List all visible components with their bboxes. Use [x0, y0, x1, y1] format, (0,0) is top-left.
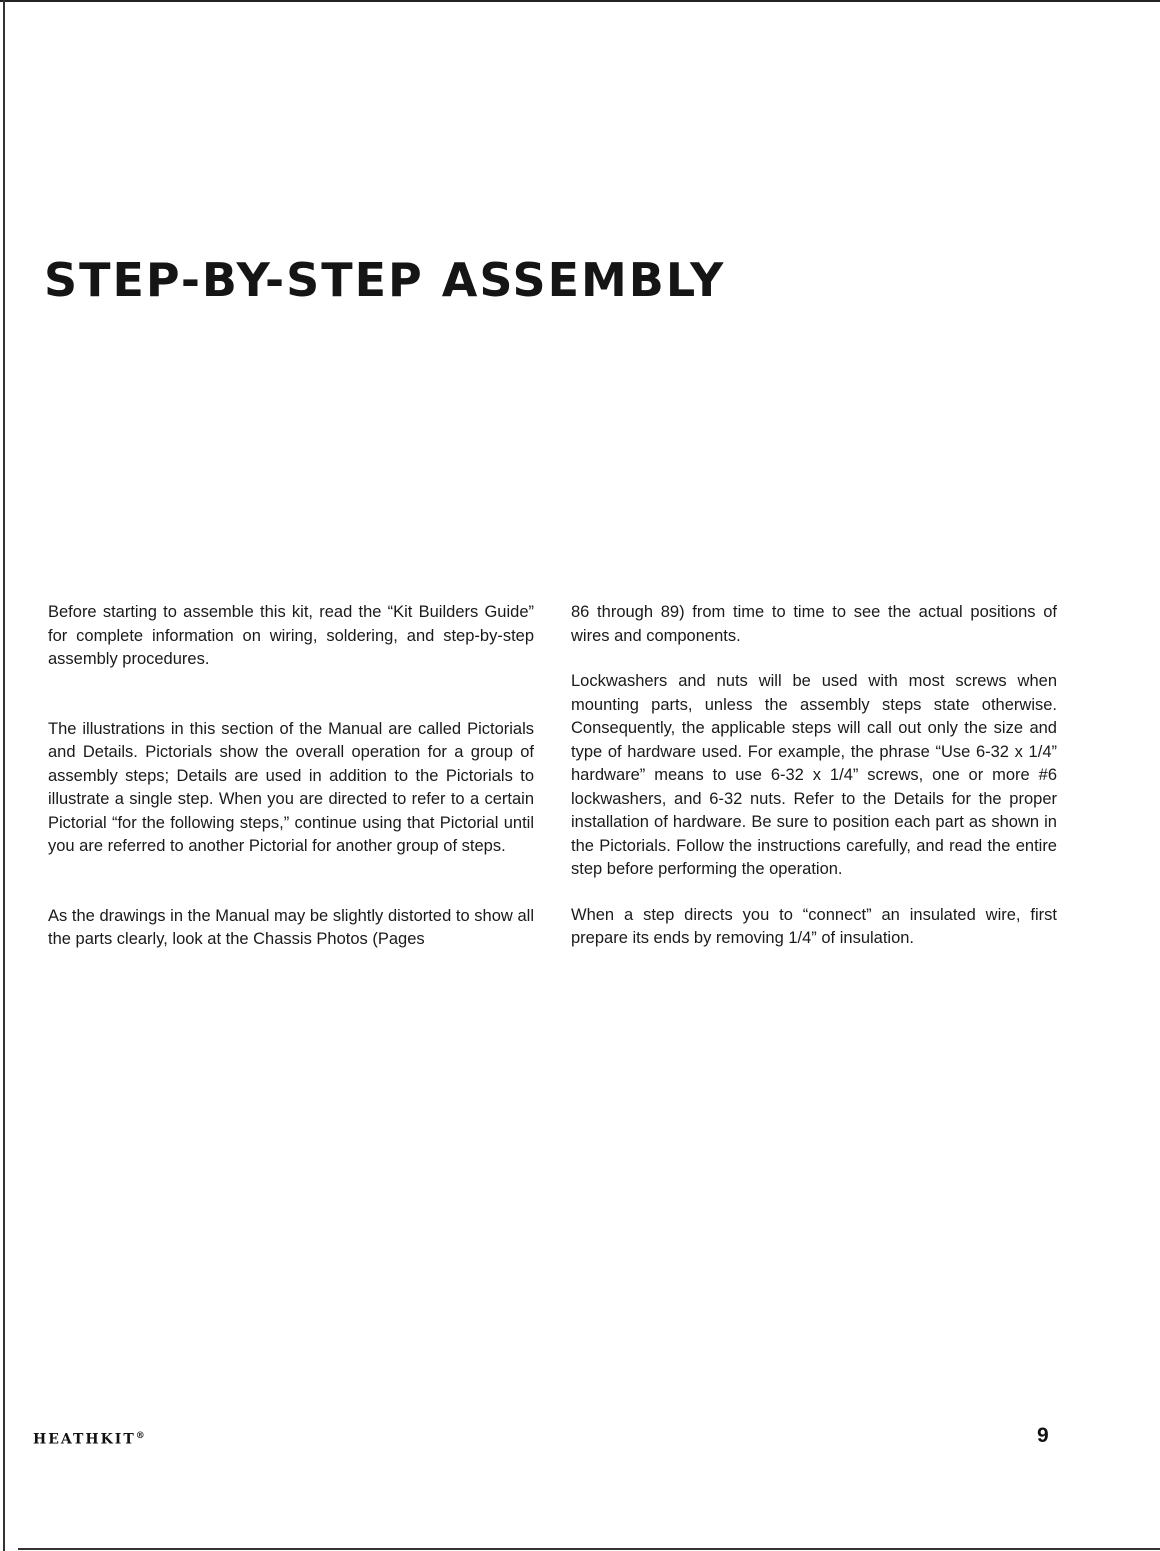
heathkit-logo [33, 1431, 145, 1448]
page-number: 9 [1037, 1424, 1049, 1447]
page-title: STEP-BY-STEP ASSEMBLY [44, 253, 726, 307]
right-column [571, 601, 1057, 951]
brand-name: HEATHKIT [33, 1431, 136, 1448]
scan-edge-left [3, 0, 5, 1551]
intro-paragraph: Before starting to assemble this kit, read the “Kit Builders Guide” for complete information on wiring, soldering, and step-by-step assembly procedures. [48, 603, 534, 668]
insulated-wire-paragraph: When a step directs you to “connect” an insulated wire, first prepare its ends by removing 1/4” of insulation. [571, 905, 1057, 947]
illustrations-paragraph: The illustrations in this section of the Manual are called Pictorials and Details. Pictorials show the overall operation for a group of assembly steps; Details are used in addition to the Pictorials to illustrate a single step. When you are directed to refer to a certain Pictorial “for the following steps,” continue using that Pictorial until you are referred to another Pictorial for another group of steps. [48, 719, 534, 855]
registered-mark: ® [135, 1431, 145, 1441]
hardware-paragraph: Lockwashers and nuts will be used with most screws when mounting parts, unless the assembly steps state otherwise. Consequently, the applicable steps will call out only the size and type of hardware used. For example, the phrase “Use 6-32 x 1/4” hardware” means to use 6-32 x 1/4” screws, one or more #6 lockwashers, and 6-32 nuts. Refer to the Details for the proper installation of hardware. Be sure to position each part as shown in the Pictorials. Follow the instructions carefully, and read the entire step before performing the operation. [571, 672, 1057, 878]
scan-edge-top [0, 0, 1160, 2]
left-column [48, 601, 534, 952]
chassis-photos-paragraph: 86 through 89) from time to time to see the actual positions of wires and components. [571, 603, 1057, 645]
drawings-paragraph: As the drawings in the Manual may be slightly distorted to show all the parts clearly, look at the Chassis Photos (Pages [48, 906, 534, 948]
scan-edge-bottom [18, 1548, 1160, 1550]
